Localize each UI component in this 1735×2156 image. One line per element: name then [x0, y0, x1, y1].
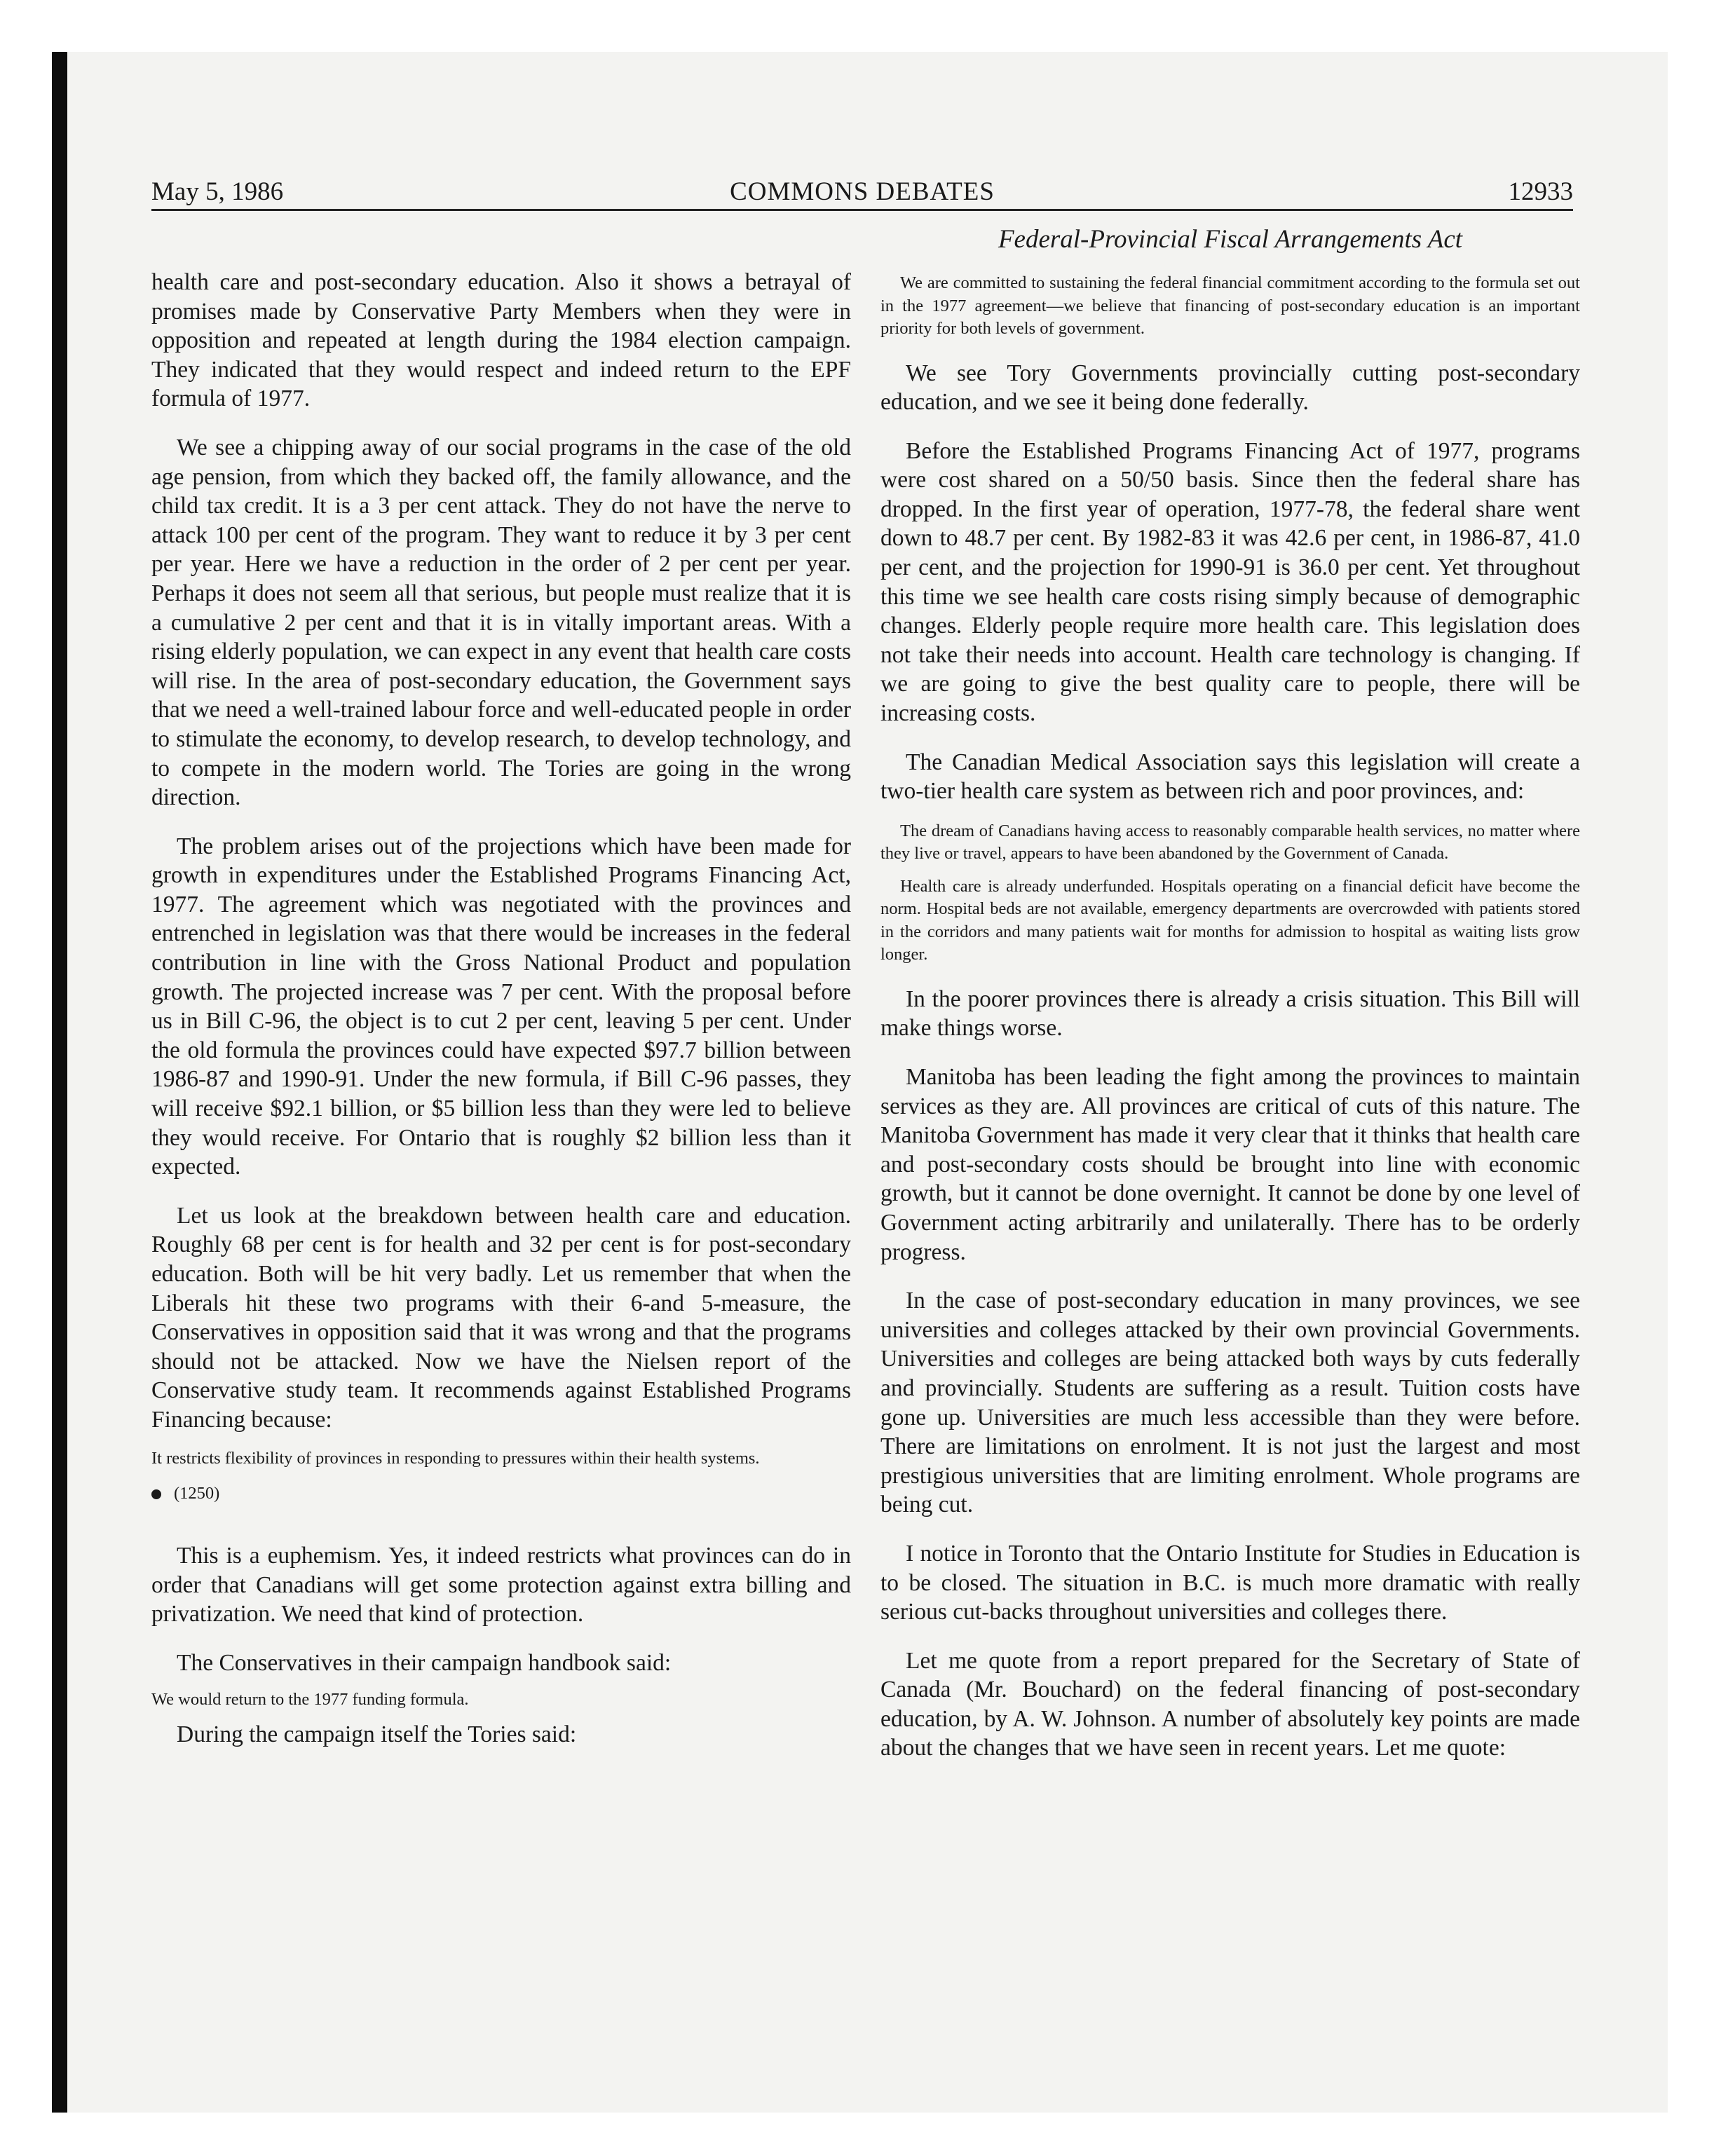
paragraph: In the poorer provinces there is already a crisis situation. This Bill will make things worse. — [880, 985, 1580, 1042]
timestamp — [151, 1482, 851, 1505]
header-date: May 5, 1986 — [151, 177, 284, 206]
running-head — [151, 175, 1573, 211]
scan-edge — [52, 52, 67, 2113]
timestamp-text: (1250) — [174, 1484, 220, 1503]
paragraph: In the case of post-secondary education in many provinces, we see universities and colleges attacked by their own provincial Governments. Universities and colleges are being attacked both ways by cuts federally and provincially. Students are suffering as a result. Tuition costs have gone up. Universities are much less accessible than they were before. There are limitations on enrolment. It is not just the largest and most prestigious universities that are limiting enrolment. Whole programs are being cut. — [880, 1288, 1580, 1518]
paragraph: health care and post-secondary education. Also it shows a betrayal of promises made by Conservative Party Members when they were in opposition and repeated at length during the 1984 election campaign. They indicated that they would respect and indeed return to the EPF formula of 1977. — [151, 269, 851, 412]
section-title: Federal-Provincial Fiscal Arrangements Act — [998, 225, 1463, 254]
paragraph: Before the Established Programs Financing Act of 1977, programs were cost shared on a 50/50 basis. Since then the federal share has dropped. In the first year of operation, 1977-78, the federal share went down to 48.7 per cent. By 1982-83 it was 42.6 per cent, in 1986-87, 41.0 per cent, and the projection for 1990-91 is 36.0 per cent. Yet throughout this time we see health care costs rising simply because of demographic changes. Elderly people require more health care. This legislation does not take their needs into account. Health care technology is changing. If we are going to give the best quality care to people, there will be increasing costs. — [880, 437, 1580, 727]
bullet-icon — [151, 1489, 161, 1499]
paragraph: The Conservatives in their campaign handbook said: — [177, 1649, 672, 1676]
block-quote: We would return to the 1977 funding formula. — [151, 1690, 469, 1710]
paragraph: During the campaign itself the Tories said: — [177, 1721, 577, 1747]
header-journal-title: COMMONS DEBATES — [730, 177, 995, 206]
header-page-number: 12933 — [1508, 177, 1573, 206]
block-quote: Health care is already underfunded. Hospitals operating on a financial deficit have become the norm. Hospital beds are not available, emergency departments are overcrowded with patients stored in the corridors and many patients wait for months for admission to hospital as waiting lists grow longer. — [880, 876, 1580, 964]
paragraph: The problem arises out of the projections which have been made for growth in expenditures under the Established Programs Financing Act, 1977. The agreement which was negotiated with the provinces and entrenched in legislation was that there would be increases in the federal contribution in line with the Gross National Product and population growth. The projected increase was 7 per cent. With the proposal before us in Bill C-96, the object is to cut 2 per cent, leaving 5 per cent. Under the old formula the provinces could have expected $97.7 billion between 1986-87 and 1990-91. Under the new formula, if Bill C-96 passes, they will receive $92.1 billion, or $5 billion less than they were led to believe they would receive. For Ontario that is roughly $2 billion less than it expected. — [151, 833, 851, 1180]
paragraph: Manitoba has been leading the fight among the provinces to maintain services as they are. All provinces are critical of cuts of this nature. The Manitoba Government has made it very clear that it thinks that health care and post-secondary costs should be brought into line with economic growth, but it cannot be done overnight. It cannot be done by one level of Government acting arbitrarily and unilaterally. There has to be orderly progress. — [880, 1064, 1580, 1265]
paragraph: Let us look at the breakdown between health care and education. Roughly 68 per cent is for health and 32 per cent is for post-secondary education. Both will be hit very badly. Let us remember that when the Liberals hit these two programs with their 6-and 5-measure, the Conservatives in opposition said that it was wrong and that the programs should not be attacked. Now we have the Nielsen report of the Conservative study team. It recommends against Established Programs Financing because: — [151, 1202, 851, 1433]
paragraph: I notice in Toronto that the Ontario Institute for Studies in Education is to be closed. The situation in B.C. is much more dramatic with really serious cut-backs throughout universities and colleges there. — [880, 1540, 1580, 1625]
paragraph: The Canadian Medical Association says this legislation will create a two-tier health care system as between rich and poor provinces, and: — [880, 749, 1580, 805]
block-quote: We are committed to sustaining the federal financial commitment according to the formula set out in the 1977 agreement—we believe that financing of post-secondary education is an important priority for both levels of government. — [880, 273, 1580, 338]
right-column — [880, 223, 1580, 1782]
block-quote: It restricts flexibility of provinces in responding to pressures within their health systems. — [151, 1448, 760, 1468]
paragraph: This is a euphemism. Yes, it indeed restricts what provinces can do in order that Canadians will get some protection against extra billing and privatization. We need that kind of protection. — [151, 1543, 851, 1628]
paragraph: We see Tory Governments provincially cutting post-secondary education, and we see it being done federally. — [880, 360, 1580, 416]
left-column — [151, 268, 851, 1769]
block-quote: The dream of Canadians having access to reasonably comparable health services, no matter where they live or travel, appears to have been abandoned by the Government of Canada. — [880, 821, 1580, 864]
paragraph: We see a chipping away of our social programs in the case of the old age pension, from which they backed off, the family allowance, and the child tax credit. It is a 3 per cent attack. They do not have the nerve to attack 100 per cent of the program. They want to reduce it by 3 per cent per year. Here we have a reduction in the order of 2 per cent per year. Perhaps it does not seem all that serious, but people must realize that it is a cumulative 2 per cent and that it is in vitally important areas. With a rising elderly population, we can expect in any event that health care costs will rise. In the area of post-secondary education, the Government says that we need a well-trained labour force and well-educated people in order to stimulate the economy, to develop research, to develop technology, and to compete in the modern world. The Tories are going in the wrong direction. — [151, 434, 852, 811]
paragraph: Let me quote from a report prepared for the Secretary of State of Canada (Mr. Bouchard) on the federal financing of post-secondary education, by A. W. Johnson. A number of absolutely key points are made about the changes that we have seen in recent years. Let me quote: — [880, 1647, 1580, 1761]
